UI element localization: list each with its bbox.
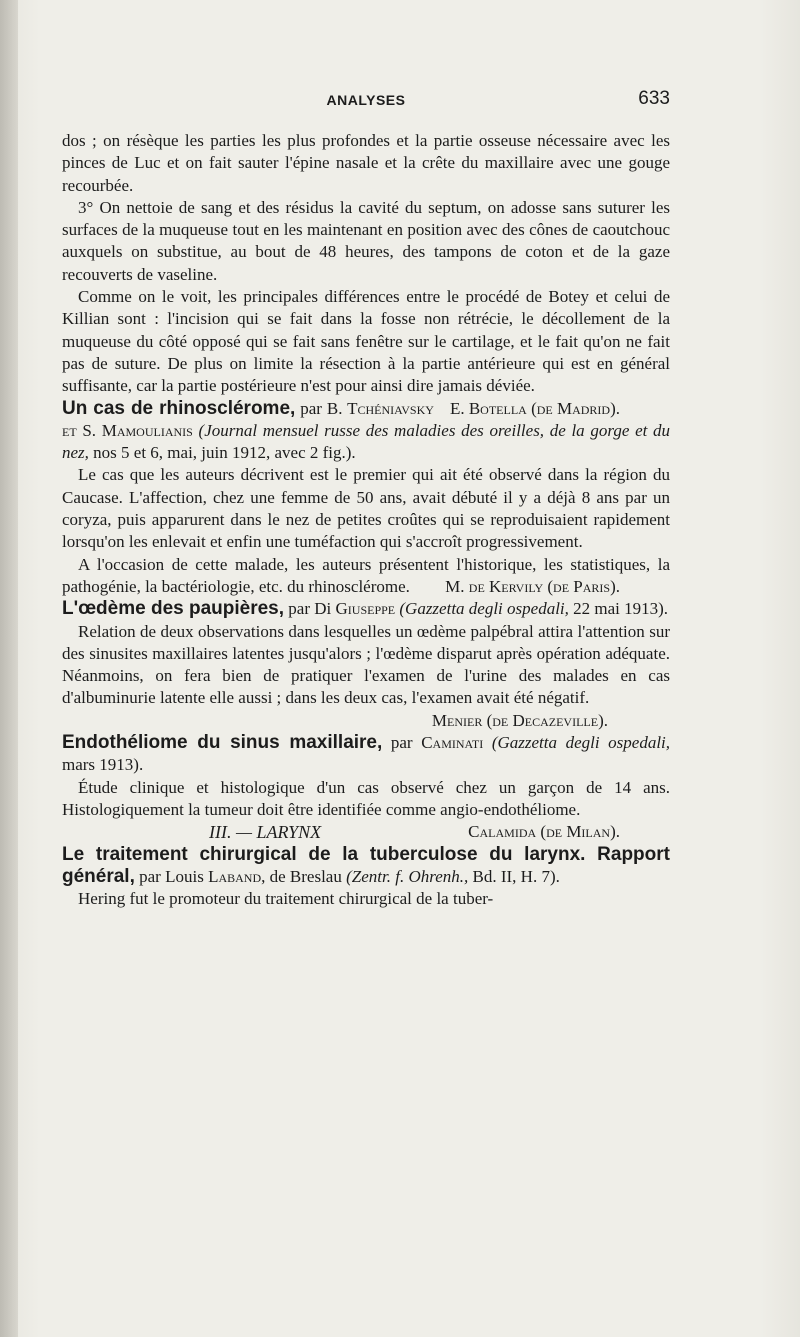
signature: E. Botella (de Madrid). xyxy=(449,398,620,418)
article-authors: Laband, xyxy=(208,866,266,886)
article-issue: 22 mai 1913). xyxy=(573,599,669,619)
article-authors: B. Tchéniavsky et S. Mamoulianis xyxy=(62,398,434,440)
article-title: Un cas de rhinosclérome, xyxy=(62,397,296,419)
article-issue: Bd. II, H. 7). xyxy=(472,866,560,886)
article-citation xyxy=(62,732,670,777)
article-rhinosclerome xyxy=(62,398,670,599)
article-body: Hering fut le promoteur du traitement chirurgical de la tuber- xyxy=(78,889,494,909)
page-body xyxy=(62,130,670,910)
article-journal: (Journal mensuel russe des maladies des oreilles, de la gorge et du nez, xyxy=(62,420,671,463)
article-tuberculose-larynx xyxy=(62,844,670,911)
article-body: Le cas que les auteurs décrivent est le premier qui ait été observé dans la région du Caucase. L'affection, chez une femme de 50 ans, avait débuté il y a déjà 8 ans par un coryza, puis apparurent dans le nez de petites croûtes qui se reproduisaient rapidement lorsqu'on les enlevait et enfin une tuméfaction qui s'accroît progressivement. xyxy=(62,465,670,552)
article-body: Relation de deux observations dans lesquelles un œdème palpébral attira l'attention sur des sinusites maxillaires latentes jusqu'alors ; l'œdème disparut après opération adéquate. Néanmoins, on fera bien de pratiquer l'examen de l'urine des malades en cas d'albuminurie latente elle aussi ; dans les deux cas, l'examen avait été négatif. xyxy=(62,621,670,708)
article-by: par Di xyxy=(288,599,332,619)
article-authors: Caminati xyxy=(421,733,484,753)
article-journal: (Gazzetta degli ospedali, xyxy=(491,733,671,753)
paragraph-text: A l'occasion de cette malade, les auteurs présentent l'historique, les statistiques, la pathogénie, la bactériologie, etc. du rhinosclérome. xyxy=(62,554,670,596)
article-title: Endothéliome du sinus maxillaire, xyxy=(62,732,383,754)
signature: Calamida (de Milan). xyxy=(468,822,620,842)
article-issue: mars 1913). xyxy=(62,755,144,775)
paragraph-text: Comme on le voit, les principales différences entre le procédé de Botey et celui de Killian sont : l'incision qui se fait dans la fosse non rétrécie, le décollement de la muqueuse du côté opposé qui se fait sans fenêtre sur le cartilage, et le fait qu'on ne fait pas de suture. De plus on limite la résection à la partie antérieure qui est en général suffisante, car la partie postérieure n'est pour ainsi dire jamais déviée. xyxy=(62,287,670,396)
section-heading: III. — LARYNX xyxy=(208,822,322,843)
article-journal: (Zentr. f. Ohrenh., xyxy=(346,866,469,886)
article-by: par xyxy=(390,733,413,753)
signature: M. de Kervily (de Paris). xyxy=(445,576,620,596)
article-place: de Breslau xyxy=(269,866,342,886)
paragraph-step-3: 3° On nettoie de sang et des résidus la cavité du septum, on adosse sans suturer les surfaces de la muqueuse tout en les maintenant en position avec des cônes de caoutchouc auxquels on substitue, au bout de 48 heures, des tampons de coton et de la gaze recouverts de vaseline. xyxy=(62,197,670,284)
article-authors: Giuseppe xyxy=(335,599,396,619)
article-title: L'œdème des paupières, xyxy=(62,598,285,620)
article-by: par Louis xyxy=(139,866,204,886)
binding-margin xyxy=(0,0,18,1337)
article-by: par xyxy=(300,398,322,418)
signature: Menier (de Decazeville). xyxy=(431,710,608,730)
article-oedeme-paupieres xyxy=(62,598,670,732)
page-header xyxy=(62,88,670,116)
page-number: 633 xyxy=(638,88,670,109)
article-issue: nos 5 et 6, mai, juin 1912, avec 2 fig.). xyxy=(93,443,356,463)
article-body-2 xyxy=(62,554,670,599)
article-citation xyxy=(62,844,670,889)
running-head: ANALYSES xyxy=(326,92,406,108)
article-citation xyxy=(62,598,670,620)
paragraph-text: Étude clinique et histologique d'un cas observé chez un garçon de 14 ans. Histologiquement la tumeur doit être identifiée comme angio-endothéliome. xyxy=(62,777,670,819)
article-journal: (Gazzetta degli ospedali, xyxy=(399,599,569,619)
article-title: Le traitement chirurgical de la tuberculose du larynx. Rapport général, xyxy=(62,843,670,887)
paragraph-continuation: dos ; on résèque les parties les plus profondes et la partie osseuse nécessaire avec les pinces de Luc et on fait sauter l'épine nasale et la crête du maxillaire avec une gouge recourbée. xyxy=(62,131,670,195)
